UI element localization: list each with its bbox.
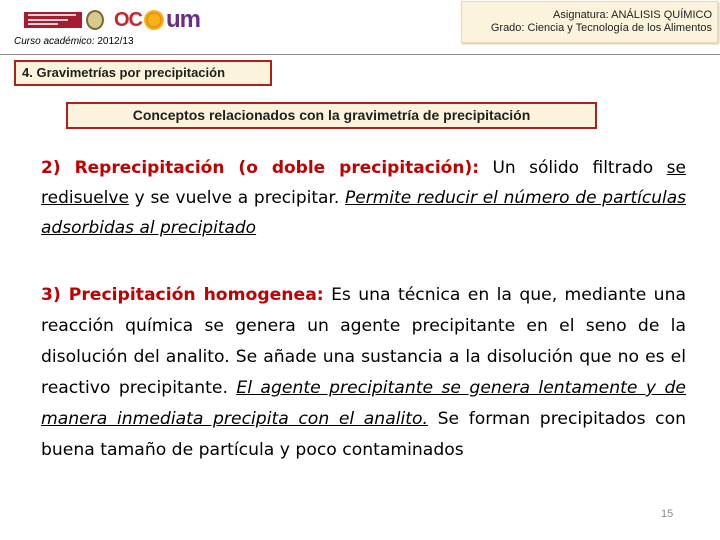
university-logo [24,10,104,30]
item-3-heading: 3) Precipitación homogenea: [41,285,324,305]
academic-year [14,36,134,47]
academic-year-value: 2012/13 [97,36,134,47]
item-2-underlined-2: Permite reducir el número de partículas adsorbidas al precipitado [41,188,687,238]
page-number: 15 [661,508,674,520]
academic-year-label: Curso académico: [14,36,95,47]
item-3-paragraph: 3) Precipitación homogenea: Es una técnica en la que, mediante una reacción química se genera un agente precipitante en el seno de la disolución del analito. Se añade una sustancia a la disolución que no es el reactivo precipitante. El agente precipitante se genera lentamente y de manera inmediata precipita con el analito. Se forman precipitados con buena tamaño de partícula y poco contaminados [41,285,687,460]
concept-title: Conceptos relacionados con la gravimetría de precipitación [66,102,597,129]
item-2-paragraph: 2) Reprecipitación (o doble precipitación): Un sólido filtrado se redisuelve y se vuelve a precipitar. Permite reducir el número de partículas adsorbidas al precipitado [41,158,687,238]
item-2-underlined-1: se redisuelve [41,158,686,208]
course-degree: Grado: Ciencia y Tecnología de los Alimentos [490,22,712,34]
course-info-box [461,1,718,43]
item-2-heading: 2) Reprecipitación (o doble precipitación) [41,158,473,178]
course-subject: Asignatura: ANÁLISIS QUÍMICO [553,9,712,21]
sun-icon [144,10,164,30]
university-seal-icon [86,10,104,30]
section-title: 4. Gravimetrías por precipitación [14,60,272,86]
item-3-underlined: El agente precipitante se genera lentamente y de manera inmediata precipita con el analito. [41,378,686,429]
ocum-logo: OC um [114,6,200,33]
header-divider [0,54,720,55]
